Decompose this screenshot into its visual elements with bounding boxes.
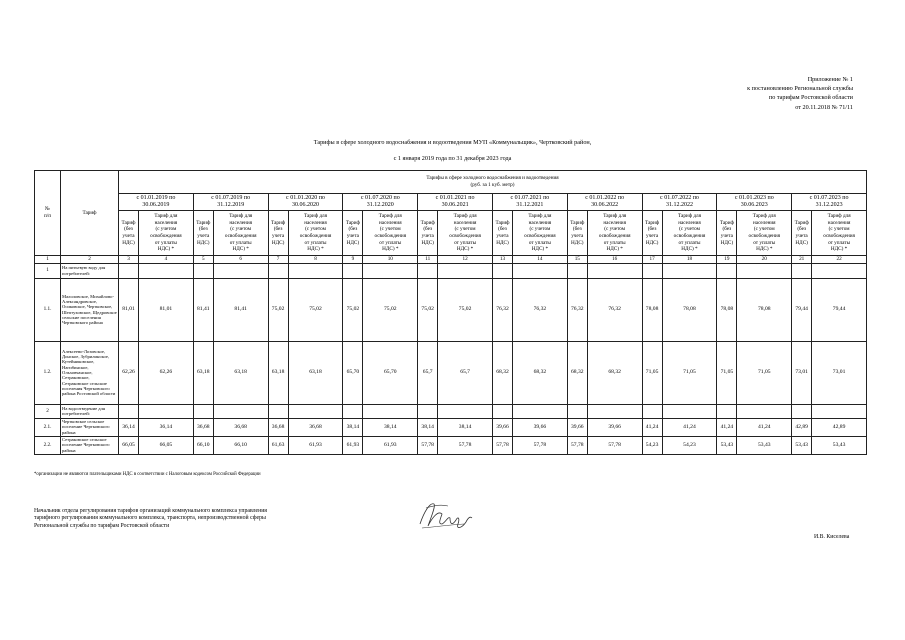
- row-number: 1: [35, 263, 61, 278]
- tariff-value: 75,02: [438, 278, 493, 341]
- header-tariff-no-vat: Тариф (без учета НДС): [268, 211, 288, 256]
- tariff-value: 76,32: [567, 278, 587, 341]
- column-number: 12: [438, 256, 493, 264]
- tariff-value: 53,43: [717, 436, 737, 454]
- header-tariff-no-vat: Тариф (без учета НДС): [193, 211, 213, 256]
- table-row: [35, 278, 867, 341]
- tariff-value: [587, 404, 642, 418]
- header-period: с 01.07.2021 по 31.12.2021: [492, 194, 567, 211]
- tariff-value: 62,26: [119, 341, 139, 404]
- table-row: [35, 263, 867, 278]
- tariff-value: [343, 404, 363, 418]
- header-tariff: Тариф: [61, 171, 119, 256]
- tariff-value: [812, 404, 867, 418]
- tariff-value: 66,10: [213, 436, 268, 454]
- header-period: с 01.07.2019 по 31.12.2019: [193, 194, 268, 211]
- tariff-value: 39,66: [567, 418, 587, 436]
- header-tariff-population: Тариф для населения (с учетом освобождения от уплаты НДС) *: [812, 211, 867, 256]
- tariff-value: [512, 404, 567, 418]
- column-number: 15: [567, 256, 587, 264]
- appendix-line: от 20.11.2018 № 71/11: [795, 103, 853, 111]
- column-number: 8: [288, 256, 343, 264]
- tariff-value: 78,08: [642, 278, 662, 341]
- tariff-value: [792, 404, 812, 418]
- tariff-value: [418, 404, 438, 418]
- header-tariff-no-vat: Тариф (без учета НДС): [792, 211, 812, 256]
- row-name: На водоотведение для потребителей:: [61, 404, 119, 418]
- column-number: 19: [717, 256, 737, 264]
- tariff-value: [642, 263, 662, 278]
- column-number: 11: [418, 256, 438, 264]
- header-period: с 01.01.2021 по 30.06.2021: [418, 194, 493, 211]
- row-number: 1.2.: [35, 341, 61, 404]
- tariff-value: 36,68: [268, 418, 288, 436]
- tariff-value: 76,32: [512, 278, 567, 341]
- tariff-value: [587, 263, 642, 278]
- column-number: 9: [343, 256, 363, 264]
- tariff-value: 57,78: [587, 436, 642, 454]
- row-number: 2.1.: [35, 418, 61, 436]
- tariff-value: 38,14: [343, 418, 363, 436]
- tariff-value: 36,68: [213, 418, 268, 436]
- tariff-value: 71,05: [737, 341, 792, 404]
- tariff-value: [288, 404, 343, 418]
- tariff-value: [662, 404, 717, 418]
- tariff-value: 71,05: [642, 341, 662, 404]
- tariff-value: [268, 404, 288, 418]
- tariff-value: 61,93: [288, 436, 343, 454]
- header-tariff-no-vat: Тариф (без учета НДС): [343, 211, 363, 256]
- column-number: 22: [812, 256, 867, 264]
- header-period: с 01.07.2020 по 31.12.2020: [343, 194, 418, 211]
- header-tariff-population: Тариф для населения (с учетом освобождения от уплаты НДС) *: [139, 211, 194, 256]
- tariff-value: 57,78: [438, 436, 493, 454]
- header-period: с 01.01.2020 по 30.06.2020: [268, 194, 343, 211]
- appendix-header: [747, 75, 853, 112]
- tariff-value: 75,02: [418, 278, 438, 341]
- signer-position: Начальник отдела регулирования тарифов организаций коммунального комплекса управления тарифного регулирования коммунального комплекса, транспорта, непроизводственной сферы Региональной службы по тарифам Ростовской области: [34, 508, 267, 529]
- tariff-value: 42,89: [812, 418, 867, 436]
- row-name: На питьевую воду для потребителей:: [61, 263, 119, 278]
- tariff-value: 79,44: [792, 278, 812, 341]
- tariff-value: 79,44: [812, 278, 867, 341]
- row-name: Сетраковское сельское поселение Чертковского района: [61, 436, 119, 454]
- tariff-value: 75,02: [268, 278, 288, 341]
- tariff-value: [363, 263, 418, 278]
- tariff-value: 75,02: [363, 278, 418, 341]
- tariff-value: 53,43: [812, 436, 867, 454]
- column-number: 2: [61, 256, 119, 264]
- tariff-value: 54,23: [662, 436, 717, 454]
- header-tariff-population: Тариф для населения (с учетом освобождения от уплаты НДС) *: [288, 211, 343, 256]
- table-row: [35, 418, 867, 436]
- tariff-value: 66,10: [193, 436, 213, 454]
- tariff-value: 66,05: [139, 436, 194, 454]
- tariff-value: 61,93: [343, 436, 363, 454]
- tariff-value: 62,26: [139, 341, 194, 404]
- tariff-value: 39,66: [492, 418, 512, 436]
- tariff-value: 36,14: [119, 418, 139, 436]
- table-row: [35, 404, 867, 418]
- header-tariff-population: Тариф для населения (с учетом освобождения от уплаты НДС) *: [737, 211, 792, 256]
- tariff-value: 41,24: [717, 418, 737, 436]
- signer-name: И.В. Киселева: [814, 534, 850, 540]
- appendix-line: к постановлению Региональной службы: [747, 85, 853, 93]
- header-period: с 01.01.2019 по 30.06.2019: [119, 194, 194, 211]
- header-tariff-population: Тариф для населения (с учетом освобождения от уплаты НДС) *: [587, 211, 642, 256]
- column-number: 10: [363, 256, 418, 264]
- column-number: 6: [213, 256, 268, 264]
- column-number: 3: [119, 256, 139, 264]
- header-period: с 01.07.2022 по 31.12.2022: [642, 194, 717, 211]
- tariff-value: [213, 263, 268, 278]
- appendix-line: по тарифам Ростовской области: [768, 94, 853, 102]
- tariff-value: 61,63: [268, 436, 288, 454]
- tariff-value: [119, 404, 139, 418]
- tariff-value: 39,66: [512, 418, 567, 436]
- tariff-value: 73,01: [812, 341, 867, 404]
- tariff-value: 42,89: [792, 418, 812, 436]
- header-tariff-population: Тариф для населения (с учетом освобождения от уплаты НДС) *: [213, 211, 268, 256]
- header-period: с 01.07.2023 по 31.12.2023: [792, 194, 867, 211]
- column-number: 18: [662, 256, 717, 264]
- tariff-value: [418, 263, 438, 278]
- column-number: 16: [587, 256, 642, 264]
- footnote: *организации не являются плательщиками НДС в соответствии с Налоговым кодексом Российской Федерации: [34, 472, 261, 477]
- row-number: 2.2.: [35, 436, 61, 454]
- row-name: Чертковское сельское поселение Чертковского района: [61, 418, 119, 436]
- tariff-value: 65,70: [343, 341, 363, 404]
- tariff-value: 65,7: [438, 341, 493, 404]
- tariff-value: [567, 263, 587, 278]
- tariff-value: 75,02: [343, 278, 363, 341]
- tariff-value: 38,14: [418, 418, 438, 436]
- tariff-value: [737, 263, 792, 278]
- tariff-value: 36,68: [288, 418, 343, 436]
- tariff-value: 68,32: [512, 341, 567, 404]
- header-num: № п/п: [35, 171, 61, 256]
- tariff-value: 73,01: [792, 341, 812, 404]
- header-tariff-population: Тариф для населения (с учетом освобождения от уплаты НДС) *: [438, 211, 493, 256]
- column-number: 13: [492, 256, 512, 264]
- header-tariff-no-vat: Тариф (без учета НДС): [567, 211, 587, 256]
- tariff-value: [139, 263, 194, 278]
- tariff-value: 68,32: [587, 341, 642, 404]
- tariff-value: [812, 263, 867, 278]
- tariff-value: 38,14: [438, 418, 493, 436]
- tariff-value: [492, 263, 512, 278]
- tariff-value: 75,02: [288, 278, 343, 341]
- tariff-value: 36,68: [193, 418, 213, 436]
- tariff-value: 57,78: [512, 436, 567, 454]
- tariff-value: [288, 263, 343, 278]
- tariff-value: 41,24: [662, 418, 717, 436]
- tariff-value: [438, 404, 493, 418]
- appendix-line: Приложение № 1: [807, 76, 853, 83]
- tariff-value: [139, 404, 194, 418]
- tariff-value: [343, 263, 363, 278]
- tariff-value: 39,66: [587, 418, 642, 436]
- tariff-value: 68,32: [492, 341, 512, 404]
- tariff-value: [213, 404, 268, 418]
- tariff-value: 57,78: [567, 436, 587, 454]
- header-tariff-population: Тариф для населения (с учетом освобождения от уплаты НДС) *: [363, 211, 418, 256]
- column-number: 1: [35, 256, 61, 264]
- column-number: 5: [193, 256, 213, 264]
- tariff-value: 38,14: [363, 418, 418, 436]
- header-tariff-population: Тариф для населения (с учетом освобождения от уплаты НДС) *: [512, 211, 567, 256]
- tariff-value: 57,78: [492, 436, 512, 454]
- tariff-value: 66,05: [119, 436, 139, 454]
- row-number: 1.1.: [35, 278, 61, 341]
- tariff-table: [34, 170, 867, 455]
- tariff-value: [642, 404, 662, 418]
- table-row: [35, 436, 867, 454]
- tariff-value: 63,18: [193, 341, 213, 404]
- header-tariff-population: Тариф для населения (с учетом освобождения от уплаты НДС) *: [662, 211, 717, 256]
- tariff-value: 76,32: [492, 278, 512, 341]
- tariff-value: [792, 263, 812, 278]
- row-name: Алексеево-Лозовское, Донское, Зубрилинское, Кутейниковское, Нагибинское, Ольховчанское, Сетраковское, Сетраковское сельские поселения Чертковского района Ростовской области: [61, 341, 119, 404]
- header-group: Тарифы в сфере холодного водоснабжения и водоотведения (руб. за 1 куб. метр): [119, 171, 867, 194]
- header-tariff-no-vat: Тариф (без учета НДС): [642, 211, 662, 256]
- tariff-value: 53,43: [737, 436, 792, 454]
- document-period: с 1 января 2019 года по 31 декабря 2023 года: [393, 155, 512, 162]
- tariff-value: [363, 404, 418, 418]
- tariff-value: 81,01: [119, 278, 139, 341]
- tariff-value: 63,18: [268, 341, 288, 404]
- tariff-value: 78,08: [662, 278, 717, 341]
- column-number: 14: [512, 256, 567, 264]
- handwritten-signature: [414, 494, 476, 536]
- tariff-value: [193, 263, 213, 278]
- tariff-value: 81,41: [213, 278, 268, 341]
- column-number: 4: [139, 256, 194, 264]
- tariff-value: [512, 263, 567, 278]
- tariff-value: 68,32: [567, 341, 587, 404]
- tariff-value: 63,18: [288, 341, 343, 404]
- row-name: Малоловское, Михайлово-Александровское, Осиковское, Чертковское, Шептуховское, Щедровское сельские поселения Чертковского района: [61, 278, 119, 341]
- tariff-value: [717, 263, 737, 278]
- tariff-value: 71,05: [717, 341, 737, 404]
- tariff-value: 76,32: [587, 278, 642, 341]
- row-number: 2: [35, 404, 61, 418]
- header-tariff-no-vat: Тариф (без учета НДС): [418, 211, 438, 256]
- header-period: с 01.01.2022 по 30.06.2022: [567, 194, 642, 211]
- column-number: 17: [642, 256, 662, 264]
- tariff-value: 36,14: [139, 418, 194, 436]
- tariff-value: 81,01: [139, 278, 194, 341]
- tariff-value: [268, 263, 288, 278]
- tariff-value: 78,08: [737, 278, 792, 341]
- tariff-value: [737, 404, 792, 418]
- tariff-value: [567, 404, 587, 418]
- header-tariff-no-vat: Тариф (без учета НДС): [119, 211, 139, 256]
- tariff-value: 81,41: [193, 278, 213, 341]
- tariff-value: [193, 404, 213, 418]
- tariff-value: 65,70: [363, 341, 418, 404]
- tariff-value: [662, 263, 717, 278]
- tariff-value: 78,08: [717, 278, 737, 341]
- tariff-value: [119, 263, 139, 278]
- tariff-value: 54,23: [642, 436, 662, 454]
- tariff-value: 57,78: [418, 436, 438, 454]
- tariff-value: 53,43: [792, 436, 812, 454]
- document-title: Тарифы в сфере холодного водоснабжения и водоотведения МУП «Коммунальщик», Чертковский район,: [313, 139, 592, 146]
- column-number: 20: [737, 256, 792, 264]
- tariff-value: 41,24: [737, 418, 792, 436]
- tariff-value: [492, 404, 512, 418]
- tariff-value: 61,93: [363, 436, 418, 454]
- tariff-value: 41,24: [642, 418, 662, 436]
- table-row: [35, 341, 867, 404]
- tariff-value: 71,05: [662, 341, 717, 404]
- column-number: 21: [792, 256, 812, 264]
- tariff-value: [438, 263, 493, 278]
- header-period: с 01.01.2023 по 30.06.2023: [717, 194, 792, 211]
- tariff-value: 63,18: [213, 341, 268, 404]
- tariff-value: 65,7: [418, 341, 438, 404]
- column-number: 7: [268, 256, 288, 264]
- header-tariff-no-vat: Тариф (без учета НДС): [492, 211, 512, 256]
- tariff-value: [717, 404, 737, 418]
- header-tariff-no-vat: Тариф (без учета НДС): [717, 211, 737, 256]
